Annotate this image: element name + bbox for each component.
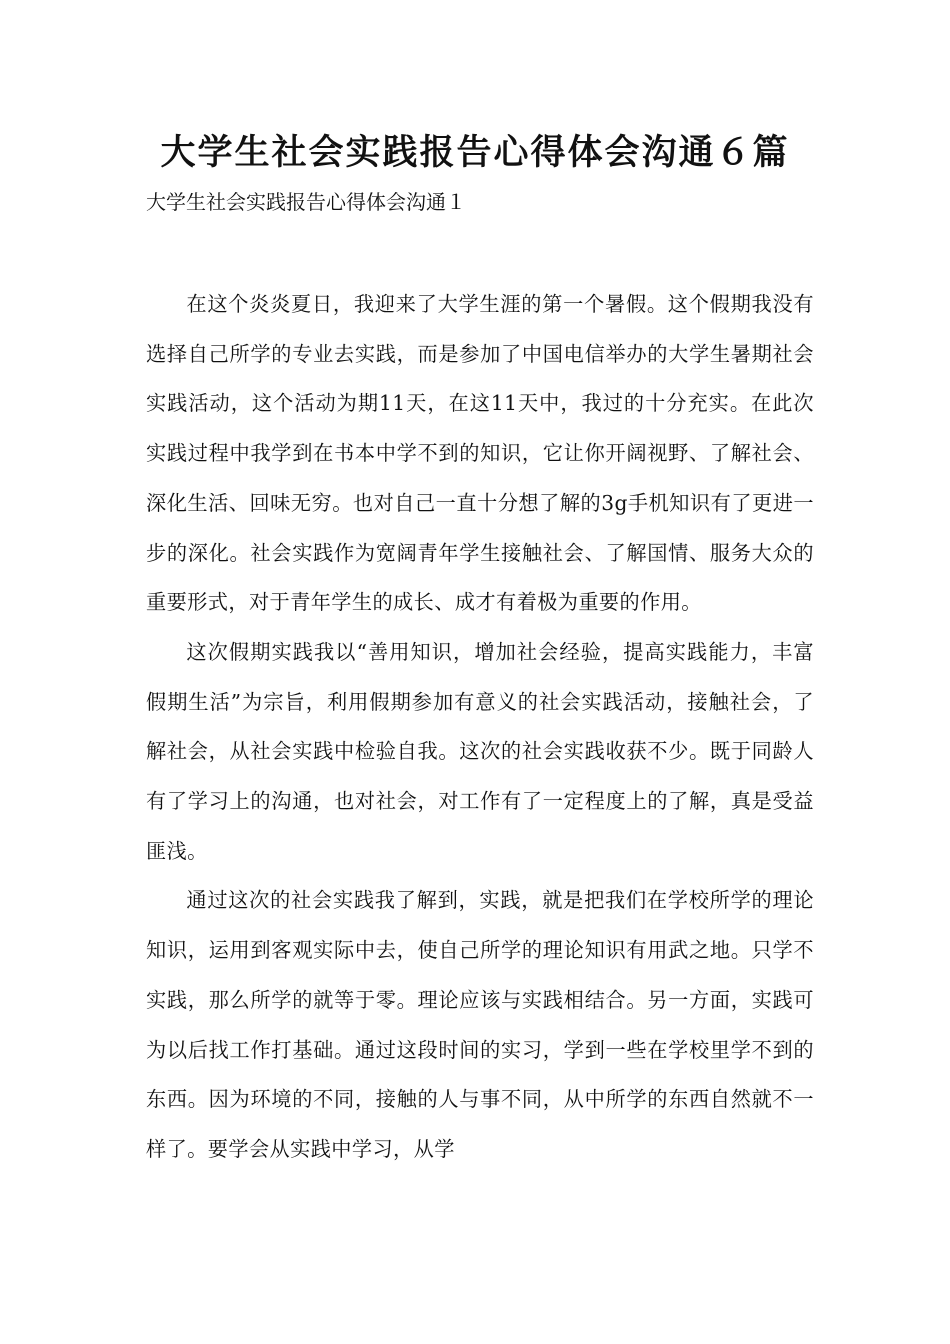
- document-body: [146, 280, 814, 1175]
- section-heading: 大学生社会实践报告心得体会沟通１: [146, 190, 466, 214]
- document-title: 大学生社会实践报告心得体会沟通６篇: [160, 133, 790, 173]
- paragraph-1: 在这个炎炎夏日，我迎来了大学生涯的第一个暑假。这个假期我没有选择自己所学的专业去实践，而是参加了中国电信举办的大学生暑期社会实践活动，这个活动为期11天，在这11天中，我过的十分充实。在此次实践过程中我学到在书本中学不到的知识，它让你开阔视野、了解社会、深化生活、回味无穷。也对自己一直十分想了解的3g手机知识有了更进一步的深化。社会实践作为宽阔青年学生接触社会、了解国情、服务大众的重要形式，对于青年学生的成长、成才有着极为重要的作用。: [146, 292, 814, 615]
- paragraph-2: 这次假期实践我以“善用知识，增加社会经验，提高实践能力，丰富假期生活”为宗旨，利用假期参加有意义的社会实践活动，接触社会，了解社会，从社会实践中检验自我。这次的社会实践收获不少。既于同龄人有了学习上的沟通，也对社会，对工作有了一定程度上的了解，真是受益匪浅。: [146, 639, 814, 863]
- paragraph-3: 通过这次的社会实践我了解到，实践，就是把我们在学校所学的理论知识，运用到客观实际中去，使自己所学的理论知识有用武之地。只学不实践，那么所学的就等于零。理论应该与实践相结合。另一方面，实践可为以后找工作打基础。通过这段时间的实习，学到一些在学校里学不到的东西。因为环境的不同，接触的人与事不同，从中所学的东西自然就不一样了。要学会从实践中学习，从学: [146, 888, 814, 1161]
